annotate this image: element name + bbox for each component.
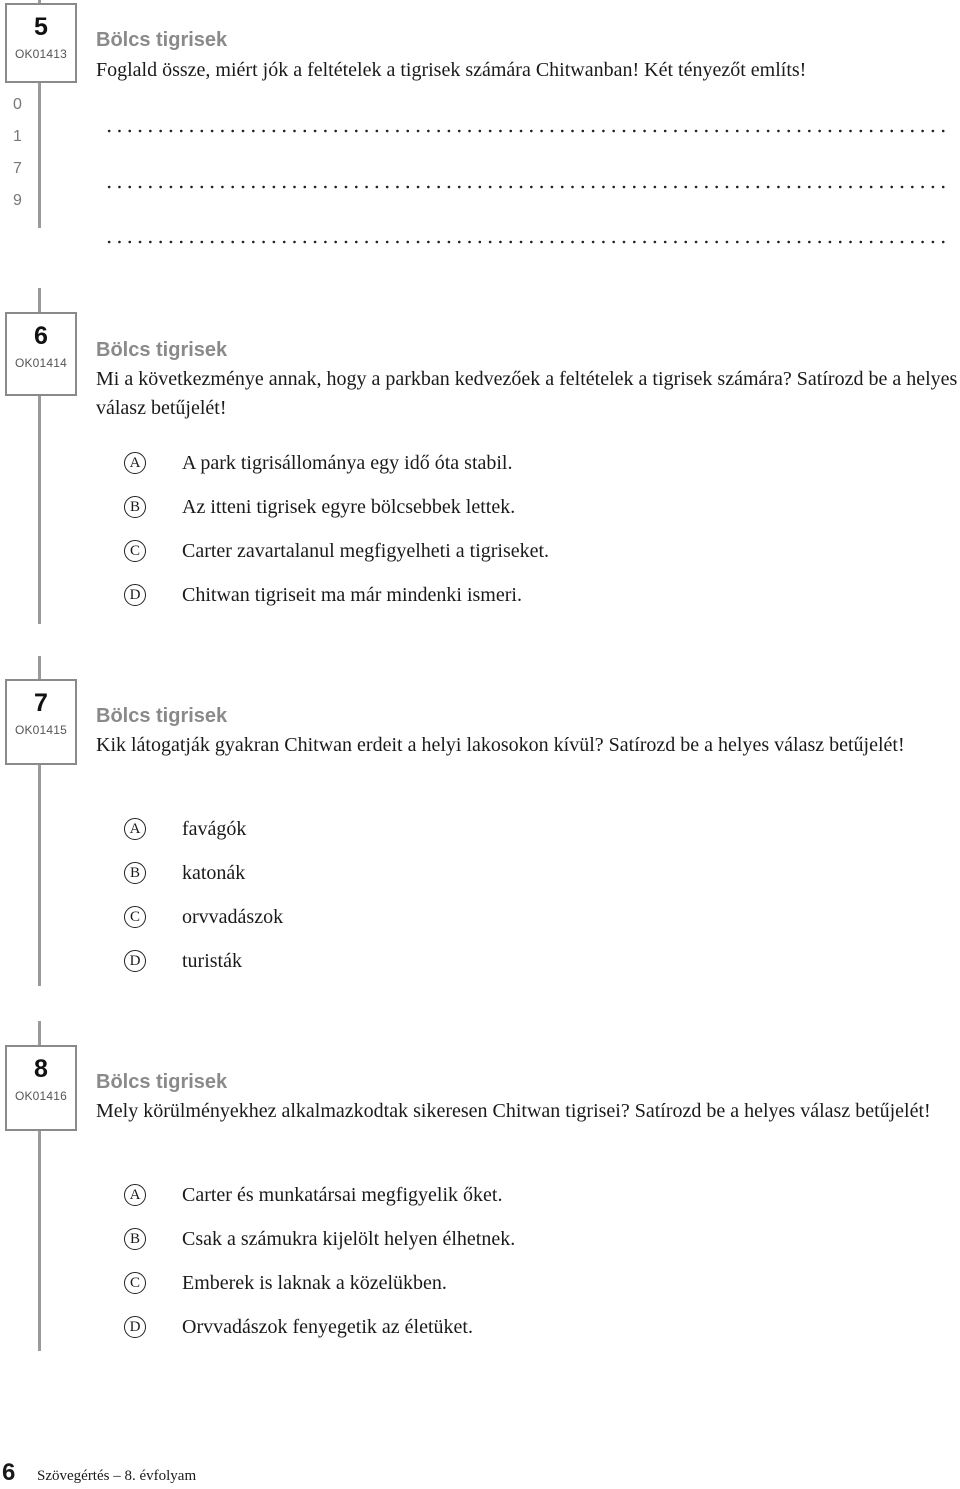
question-5-text: Foglald össze, miért jók a feltételek a tigrisek számára Chitwanban! Két tényezőt említs! (96, 59, 807, 81)
question-5-number-box (5, 3, 77, 83)
option-text: Emberek is laknak a közelükben. (182, 1271, 447, 1294)
option-text: Csak a számukra kijelölt helyen élhetnek. (182, 1227, 516, 1250)
question-7-number-box (5, 679, 77, 765)
option-text: Az itteni tigrisek egyre bölcsebbek lettek. (182, 495, 516, 518)
score-code: 7 (13, 160, 22, 177)
option-letter[interactable]: A (124, 1184, 146, 1206)
score-code: 9 (13, 192, 22, 209)
option-d[interactable] (124, 1312, 473, 1342)
question-code: OK01414 (14, 356, 68, 370)
option-letter[interactable]: D (124, 584, 146, 606)
answer-line-3[interactable] (104, 240, 950, 244)
option-d[interactable] (124, 946, 242, 976)
option-letter[interactable]: A (124, 818, 146, 840)
option-a[interactable] (124, 1180, 502, 1210)
answer-line-2[interactable] (104, 185, 950, 189)
option-text: A park tigrisállománya egy idő óta stabil. (182, 451, 513, 474)
question-6-text: Mi a következménye annak, hogy a parkban kedvezőek a feltételek a tigrisek számára? Satírozd be a helyes válasz betűjelét! (96, 368, 958, 419)
question-6-number-box (5, 312, 77, 396)
question-number: 8 (34, 1055, 48, 1083)
option-letter[interactable]: A (124, 452, 146, 474)
option-letter[interactable]: D (124, 950, 146, 972)
option-letter[interactable]: C (124, 1272, 146, 1294)
option-c[interactable] (124, 1268, 447, 1298)
option-text: katonák (182, 861, 246, 884)
page-number: 6 (2, 1459, 16, 1486)
option-a[interactable] (124, 448, 513, 478)
option-letter[interactable]: B (124, 496, 146, 518)
question-8-title: Bölcs tigrisek (96, 1071, 228, 1093)
option-b[interactable] (124, 492, 515, 522)
option-letter[interactable]: B (124, 1228, 146, 1250)
option-text: orvvadászok (182, 905, 284, 928)
question-code: OK01413 (14, 47, 68, 61)
option-letter[interactable]: B (124, 862, 146, 884)
option-letter[interactable]: D (124, 1316, 146, 1338)
option-c[interactable] (124, 536, 549, 566)
option-text: Orvvadászok fenyegetik az életüket. (182, 1315, 473, 1338)
option-a[interactable] (124, 814, 246, 844)
option-letter[interactable]: C (124, 906, 146, 928)
question-7-title: Bölcs tigrisek (96, 705, 228, 727)
option-text: Carter és munkatársai megfigyelik őket. (182, 1183, 503, 1206)
question-code: OK01415 (14, 723, 68, 737)
question-number: 7 (34, 689, 48, 717)
score-code: 0 (13, 96, 22, 113)
question-number: 5 (34, 13, 48, 41)
question-7-text: Kik látogatják gyakran Chitwan erdeit a helyi lakosokon kívül? Satírozd be a helyes válasz betűjelét! (96, 734, 905, 756)
footer-text: Szövegértés – 8. évfolyam (37, 1468, 197, 1484)
option-b[interactable] (124, 1224, 515, 1254)
option-c[interactable] (124, 902, 283, 932)
score-codes (13, 89, 22, 217)
question-code: OK01416 (14, 1089, 68, 1103)
option-d[interactable] (124, 580, 522, 610)
score-code: 1 (13, 128, 22, 145)
question-8-text: Mely körülményekhez alkalmazkodtak sikeresen Chitwan tigrisei? Satírozd be a helyes válasz betűjelét! (96, 1100, 931, 1122)
option-text: Carter zavartalanul megfigyelheti a tigriseket. (182, 539, 550, 562)
option-letter[interactable]: C (124, 540, 146, 562)
question-8-number-box (5, 1045, 77, 1131)
question-number: 6 (34, 322, 48, 350)
question-5-title: Bölcs tigrisek (96, 29, 228, 51)
option-text: turisták (182, 949, 242, 972)
option-text: Chitwan tigriseit ma már mindenki ismeri. (182, 583, 522, 606)
answer-line-1[interactable] (104, 129, 950, 133)
option-b[interactable] (124, 858, 245, 888)
question-6-title: Bölcs tigrisek (96, 339, 228, 361)
option-text: favágók (182, 817, 247, 840)
